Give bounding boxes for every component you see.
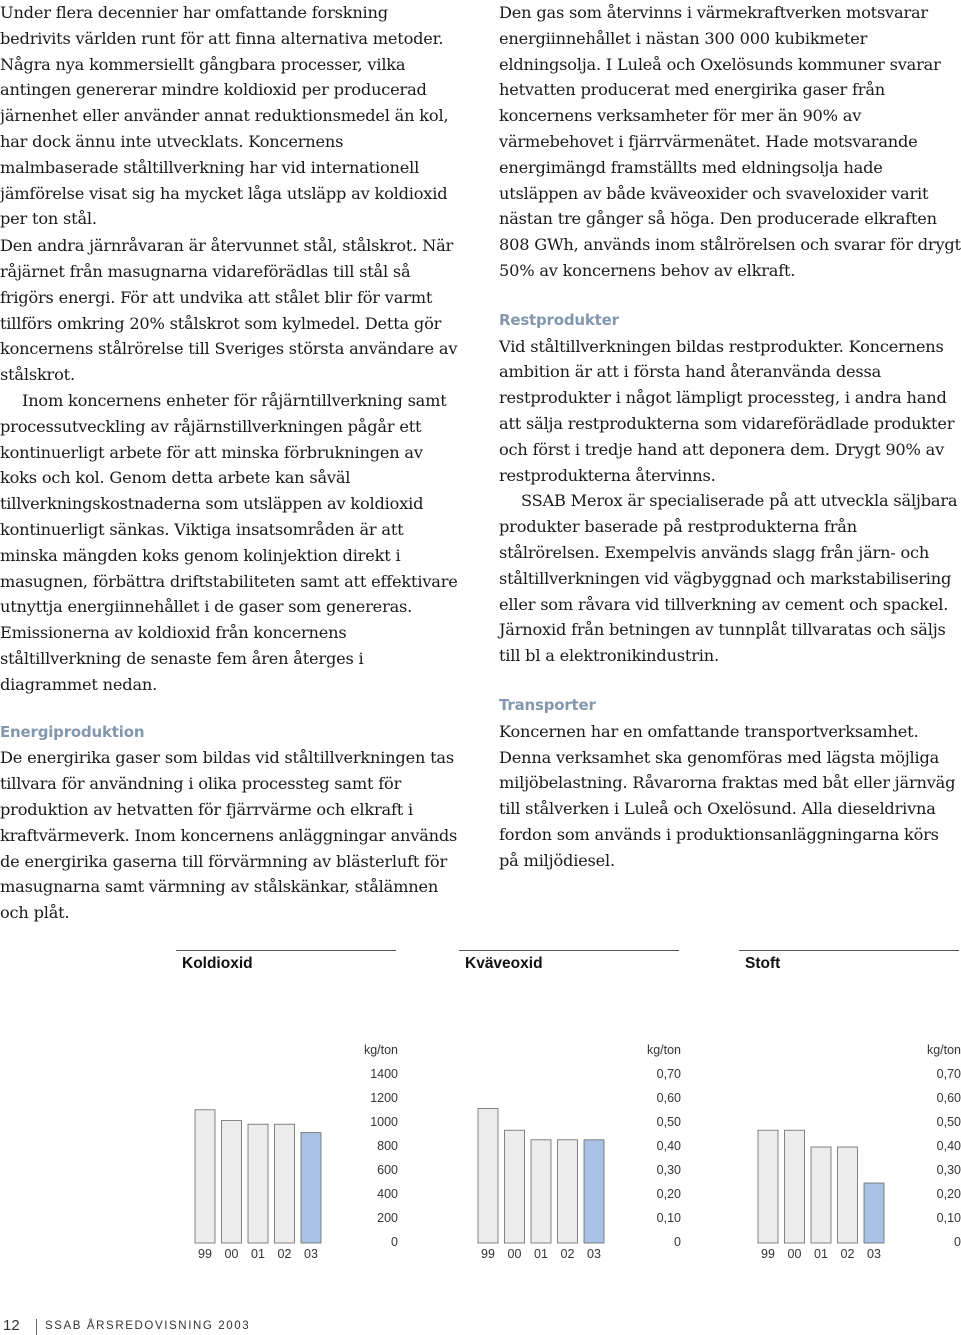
x-tick-label: 02 <box>840 1247 855 1261</box>
bar-99 <box>195 1110 215 1243</box>
chart-title: Kväveoxid <box>465 955 543 972</box>
y-tick-label: 0,10 <box>936 1211 961 1225</box>
bar-02 <box>838 1147 858 1243</box>
paragraph: Under flera decennier har omfattande forskning bedrivits världen runt för att finna alternativa metoder. Några nya kommersiellt gångbara processer, vilka antingen genererar mindre koldioxid per producerad järnenhet eller använder annat reduktionsmedel än kol, har dock ännu inte utvecklats. Koncernens malmbaserade ståltillverkning har vid internationell jämförelse visat sig ha mycket låga utsläpp av koldioxid per ton stål. <box>0 3 449 229</box>
y-tick-label: 0,60 <box>656 1091 681 1105</box>
x-tick-label: 99 <box>198 1247 212 1261</box>
chart-svg <box>739 950 959 1260</box>
y-tick-label: 1400 <box>370 1067 398 1081</box>
bar-99 <box>478 1109 498 1243</box>
y-tick-label: 0,30 <box>656 1163 681 1177</box>
x-tick-label: 99 <box>761 1247 775 1261</box>
y-tick-label: 1200 <box>370 1091 398 1105</box>
y-tick-label: 1000 <box>370 1115 398 1129</box>
paragraph: Koncernen har en omfattande transportverksamhet. Denna verksamhet ska genomföras med lägsta möjliga miljöbelastning. Råvarorna fraktas med båt eller järnväg till stålverken i Luleå och Oxelösund. Alla dieseldrivna fordon som används i produktionsanläggningarna körs på miljödiesel. <box>499 721 956 870</box>
bar-02 <box>558 1140 578 1243</box>
y-tick-label: 0,50 <box>656 1115 681 1129</box>
section-heading: Restprodukter <box>499 310 619 329</box>
y-tick-label: 0,40 <box>656 1139 681 1153</box>
page-footer <box>0 1310 960 1335</box>
y-tick-label: 0,20 <box>656 1187 681 1201</box>
x-tick-label: 01 <box>534 1247 548 1261</box>
x-tick-label: 00 <box>224 1247 239 1261</box>
bar-02 <box>275 1124 295 1243</box>
paragraph: Inom koncernens enheter för råjärntillverkning samt processutveckling av råjärnstillverkningen pågår ett kontinuerligt arbete för att minska förbrukningen av koks och kol. Genom detta arbete kan såväl tillverkningskostnaderna som utsläppen av koldioxid kontinuerligt sänkas. Viktiga insatsområden är att minska mängden koks genom kolinjektion direkt i masugnen, förbättra driftstabiliteten samt att effektivare utnyttja energiinnehållet i de gaser som genereras. Emissionerna av koldioxid från koncernens ståltillverkning de senaste fem åren återges i diagrammet nedan. <box>0 390 458 694</box>
x-tick-label: 00 <box>787 1247 802 1261</box>
bar-00 <box>505 1130 525 1243</box>
y-tick-label: 0,30 <box>936 1163 961 1177</box>
section-heading: Transporter <box>499 695 596 714</box>
publication-name: SSAB ÅRSREDOVISNING 2003 <box>45 1320 251 1332</box>
bar-01 <box>811 1147 831 1243</box>
paragraph: SSAB Merox är specialiserade på att utveckla säljbara produkter baserade på restprodukterna från stålrörelsen. Exempelvis används slagg från järn- och ståltillverkningen vid vägbyggnad och markstabilisering eller som råvara vid tillverkning av cement och spackel. Järnoxid från betningen av tunnplåt tillvaratas och säljs till bl a elektronikindustrin. <box>499 491 958 666</box>
x-tick-label: 01 <box>251 1247 265 1261</box>
y-tick-label: 0 <box>954 1235 961 1249</box>
y-tick-label: 0,60 <box>936 1091 961 1105</box>
chart-title: Stoft <box>745 955 781 972</box>
plot-area <box>195 1110 321 1261</box>
y-tick-label: 0,70 <box>656 1067 681 1081</box>
chart-kvaveoxid <box>459 950 679 1260</box>
y-unit-label: kg/ton <box>646 1043 681 1057</box>
bar-00 <box>222 1121 242 1243</box>
bar-03 <box>864 1183 884 1243</box>
y-tick-label: 0 <box>391 1235 398 1249</box>
chart-svg <box>176 950 396 1260</box>
x-tick-label: 99 <box>481 1247 495 1261</box>
x-tick-label: 02 <box>560 1247 575 1261</box>
y-tick-label: 600 <box>377 1163 398 1177</box>
bar-03 <box>301 1133 321 1243</box>
page-number: 12 <box>3 1317 20 1334</box>
x-tick-label: 03 <box>304 1247 318 1261</box>
y-tick-label: 0,40 <box>936 1139 961 1153</box>
x-tick-label: 03 <box>587 1247 601 1261</box>
x-tick-label: 01 <box>814 1247 828 1261</box>
right-column <box>499 0 961 874</box>
y-tick-label: 0,20 <box>936 1187 961 1201</box>
chart-stoft <box>739 950 959 1260</box>
paragraph: Den gas som återvinns i värmekraftverken motsvarar energiinnehållet i nästan 300 000 kubikmeter eldningsolja. I Luleå och Oxelösunds kommuner svarar hetvatten producerat med energirika gaser från koncernens verksamheter för mer än 90% av värmebehovet i fjärrvärmenätet. Hade motsvarande energimängd framställts med eldningsolja hade utsläppen av både kväveoxider och svaveloxider varit nästan tre gånger så höga. Den producerade elkraften 808 GWh, används inom stålrörelsen och svarar för drygt 50% av koncernens behov av elkraft. <box>499 3 961 280</box>
chart-svg <box>459 950 679 1260</box>
bar-00 <box>785 1130 805 1243</box>
y-tick-label: 800 <box>377 1139 398 1153</box>
y-tick-label: 400 <box>377 1187 398 1201</box>
x-tick-label: 00 <box>507 1247 522 1261</box>
y-tick-label: 0,50 <box>936 1115 961 1129</box>
y-tick-label: 0 <box>674 1235 681 1249</box>
y-tick-label: 200 <box>377 1211 398 1225</box>
section-heading: Energiproduktion <box>0 722 145 741</box>
bar-99 <box>758 1130 778 1243</box>
footer-divider <box>36 1319 37 1335</box>
y-tick-label: 0,70 <box>936 1067 961 1081</box>
y-unit-label: kg/ton <box>926 1043 961 1057</box>
bar-01 <box>248 1124 268 1243</box>
y-unit-label: kg/ton <box>363 1043 398 1057</box>
bar-03 <box>584 1140 604 1243</box>
paragraph: Vid ståltillverkningen bildas restprodukter. Koncernens ambition är att i första hand återanvända dessa restprodukter i något lämpligt processteg, i andra hand att sälja restprodukterna som vidareförädlade produkter och först i tredje hand att deponera dem. Drygt 90% av restprodukterna återvinns. <box>499 336 955 485</box>
plot-area <box>758 1130 884 1261</box>
left-column <box>0 0 462 926</box>
chart-title: Koldioxid <box>182 955 253 972</box>
paragraph: De energirika gaser som bildas vid ståltillverkningen tas tillvara för användning i olika processteg samt för produktion av hetvatten för fjärrvärme och elkraft i kraftvärmeverk. Inom koncernens anläggningar används de energirika gaserna till förvärmning av blästerluft för masugnarna samt värmning av stålskänkar, stålämnen och plåt. <box>0 748 458 923</box>
x-tick-label: 02 <box>277 1247 292 1261</box>
chart-koldioxid <box>176 950 396 1260</box>
y-tick-label: 0,10 <box>656 1211 681 1225</box>
plot-area <box>478 1109 604 1261</box>
bar-01 <box>531 1140 551 1243</box>
x-tick-label: 03 <box>867 1247 881 1261</box>
paragraph: Den andra järnråvaran är återvunnet stål, stålskrot. När råjärnet från masugnarna vidareförädlas till stål så frigörs energi. För att undvika att stålet blir för varmt tillförs omkring 20% stålskrot som kylmedel. Detta gör koncernens stålrörelse till Sveriges största användare av stålskrot. <box>0 236 458 385</box>
